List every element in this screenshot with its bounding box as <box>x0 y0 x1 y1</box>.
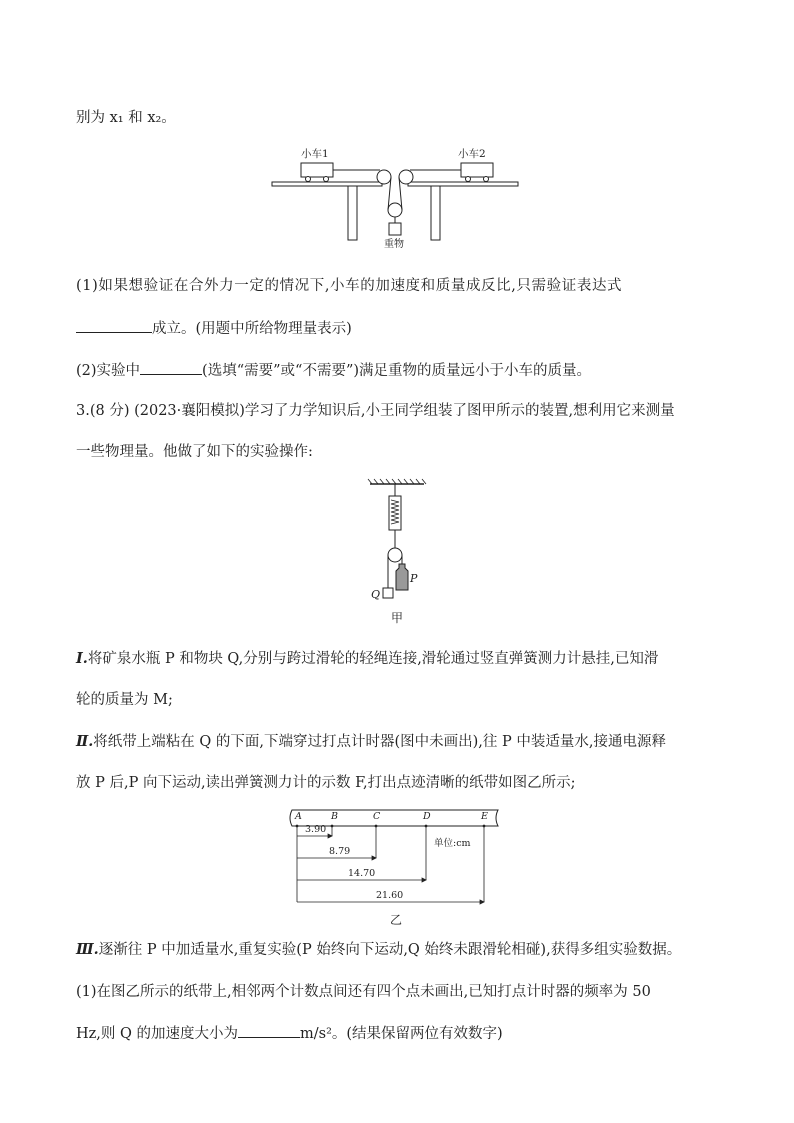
pulley-bottom <box>388 203 402 217</box>
bottle-P <box>396 564 408 590</box>
q31-prefix: Hz,则 Q 的加速度大小为 <box>76 1026 238 1042</box>
q1-text-b: 成立。(用题中所给物理量表示) <box>152 321 352 337</box>
point-C: C <box>373 811 381 822</box>
cart-1 <box>301 163 333 182</box>
weight-label: 重物 <box>384 239 404 250</box>
label-Q: Q <box>371 588 381 601</box>
step2-line-b: 放 P 后,P 向下运动,读出弹簧测力计的示数 F,打出点迹清晰的纸带如图乙所示; <box>76 775 576 791</box>
distance-AD: 14.70 <box>348 868 376 879</box>
table-left <box>272 182 382 186</box>
figure-carts <box>268 140 524 252</box>
label-P: P <box>410 572 418 585</box>
distance-AC: 8.79 <box>329 846 351 857</box>
block-Q <box>383 588 393 598</box>
text-line-1: 别为 x₁ 和 x₂。 <box>76 110 176 126</box>
pulley-right <box>399 170 413 184</box>
point-A: A <box>295 811 302 822</box>
answer-blank-2[interactable] <box>140 360 202 375</box>
step3-line: Ⅲ.逐渐往 P 中加适量水,重复实验(P 始终向下运动,Q 始终未跟滑轮相碰),获得多组实验数据。 <box>76 941 682 958</box>
q31-unit: m/s²。(结果保留两位有效数字) <box>300 1026 503 1042</box>
q2-line <box>76 360 591 381</box>
q31-text-a: (1)在图乙所示的纸带上,相邻两个计数点间还有四个点未画出,已知打点计时器的频率为 50 <box>76 984 651 1000</box>
point-B: B <box>331 811 338 822</box>
answer-blank-3[interactable] <box>238 1023 300 1038</box>
spring-scale <box>389 496 401 530</box>
point-E: E <box>481 811 488 822</box>
distance-AB: 3.90 <box>305 824 327 835</box>
q2-suffix: (选填“需要”或“不需要”)满足重物的质量远小于小车的质量。 <box>202 363 592 379</box>
figure-caption-jia: 甲 <box>391 611 404 625</box>
step2-line-a <box>76 732 716 752</box>
q31-line-a <box>76 982 716 1002</box>
table-right <box>408 182 518 186</box>
figure-spring-scale <box>364 478 436 606</box>
unit-label: 单位:cm <box>434 838 471 849</box>
q2-prefix: (2)实验中 <box>76 363 141 379</box>
distance-AE: 21.60 <box>376 890 404 901</box>
answer-blank-1[interactable] <box>76 318 152 333</box>
cart-1-label: 小车1 <box>301 148 329 160</box>
q1-text-a: (1)如果想验证在合外力一定的情况下,小车的加速度和质量成反比,只需验证表达式 <box>76 278 623 294</box>
pulley <box>388 548 402 562</box>
cart-2 <box>461 163 493 182</box>
pulley-left <box>377 170 391 184</box>
q1-line-b <box>76 318 352 339</box>
step1-line-b: 轮的质量为 M; <box>76 692 173 708</box>
cart-2-label: 小车2 <box>458 148 486 160</box>
p3-line-b: 一些物理量。他做了如下的实验操作: <box>76 444 313 460</box>
step1-text-a: Ⅰ.将矿泉水瓶 P 和物块 Q,分别与跨过滑轮的轻绳连接,滑轮通过竖直弹簧测力计悬挂,已知滑 <box>76 650 659 667</box>
p3-line-a: 3.(8 分) (2023·襄阳模拟)学习了力学知识后,小王同学组装了图甲所示的装置,想利用它来测量 <box>76 403 675 419</box>
weight-block <box>389 223 401 235</box>
point-D: D <box>423 811 431 822</box>
q31-line-b <box>76 1023 503 1044</box>
leg-right <box>431 186 440 240</box>
step1-line-a <box>76 649 716 669</box>
figure-caption-yi: 乙 <box>390 913 403 927</box>
q1-line-a <box>76 276 716 296</box>
figure-paper-tape <box>284 806 506 910</box>
step2-text-a: Ⅱ.将纸带上端粘在 Q 的下面,下端穿过打点计时器(图中未画出),往 P 中装适量水,接通电源释 <box>76 733 666 750</box>
leg-left <box>348 186 357 240</box>
